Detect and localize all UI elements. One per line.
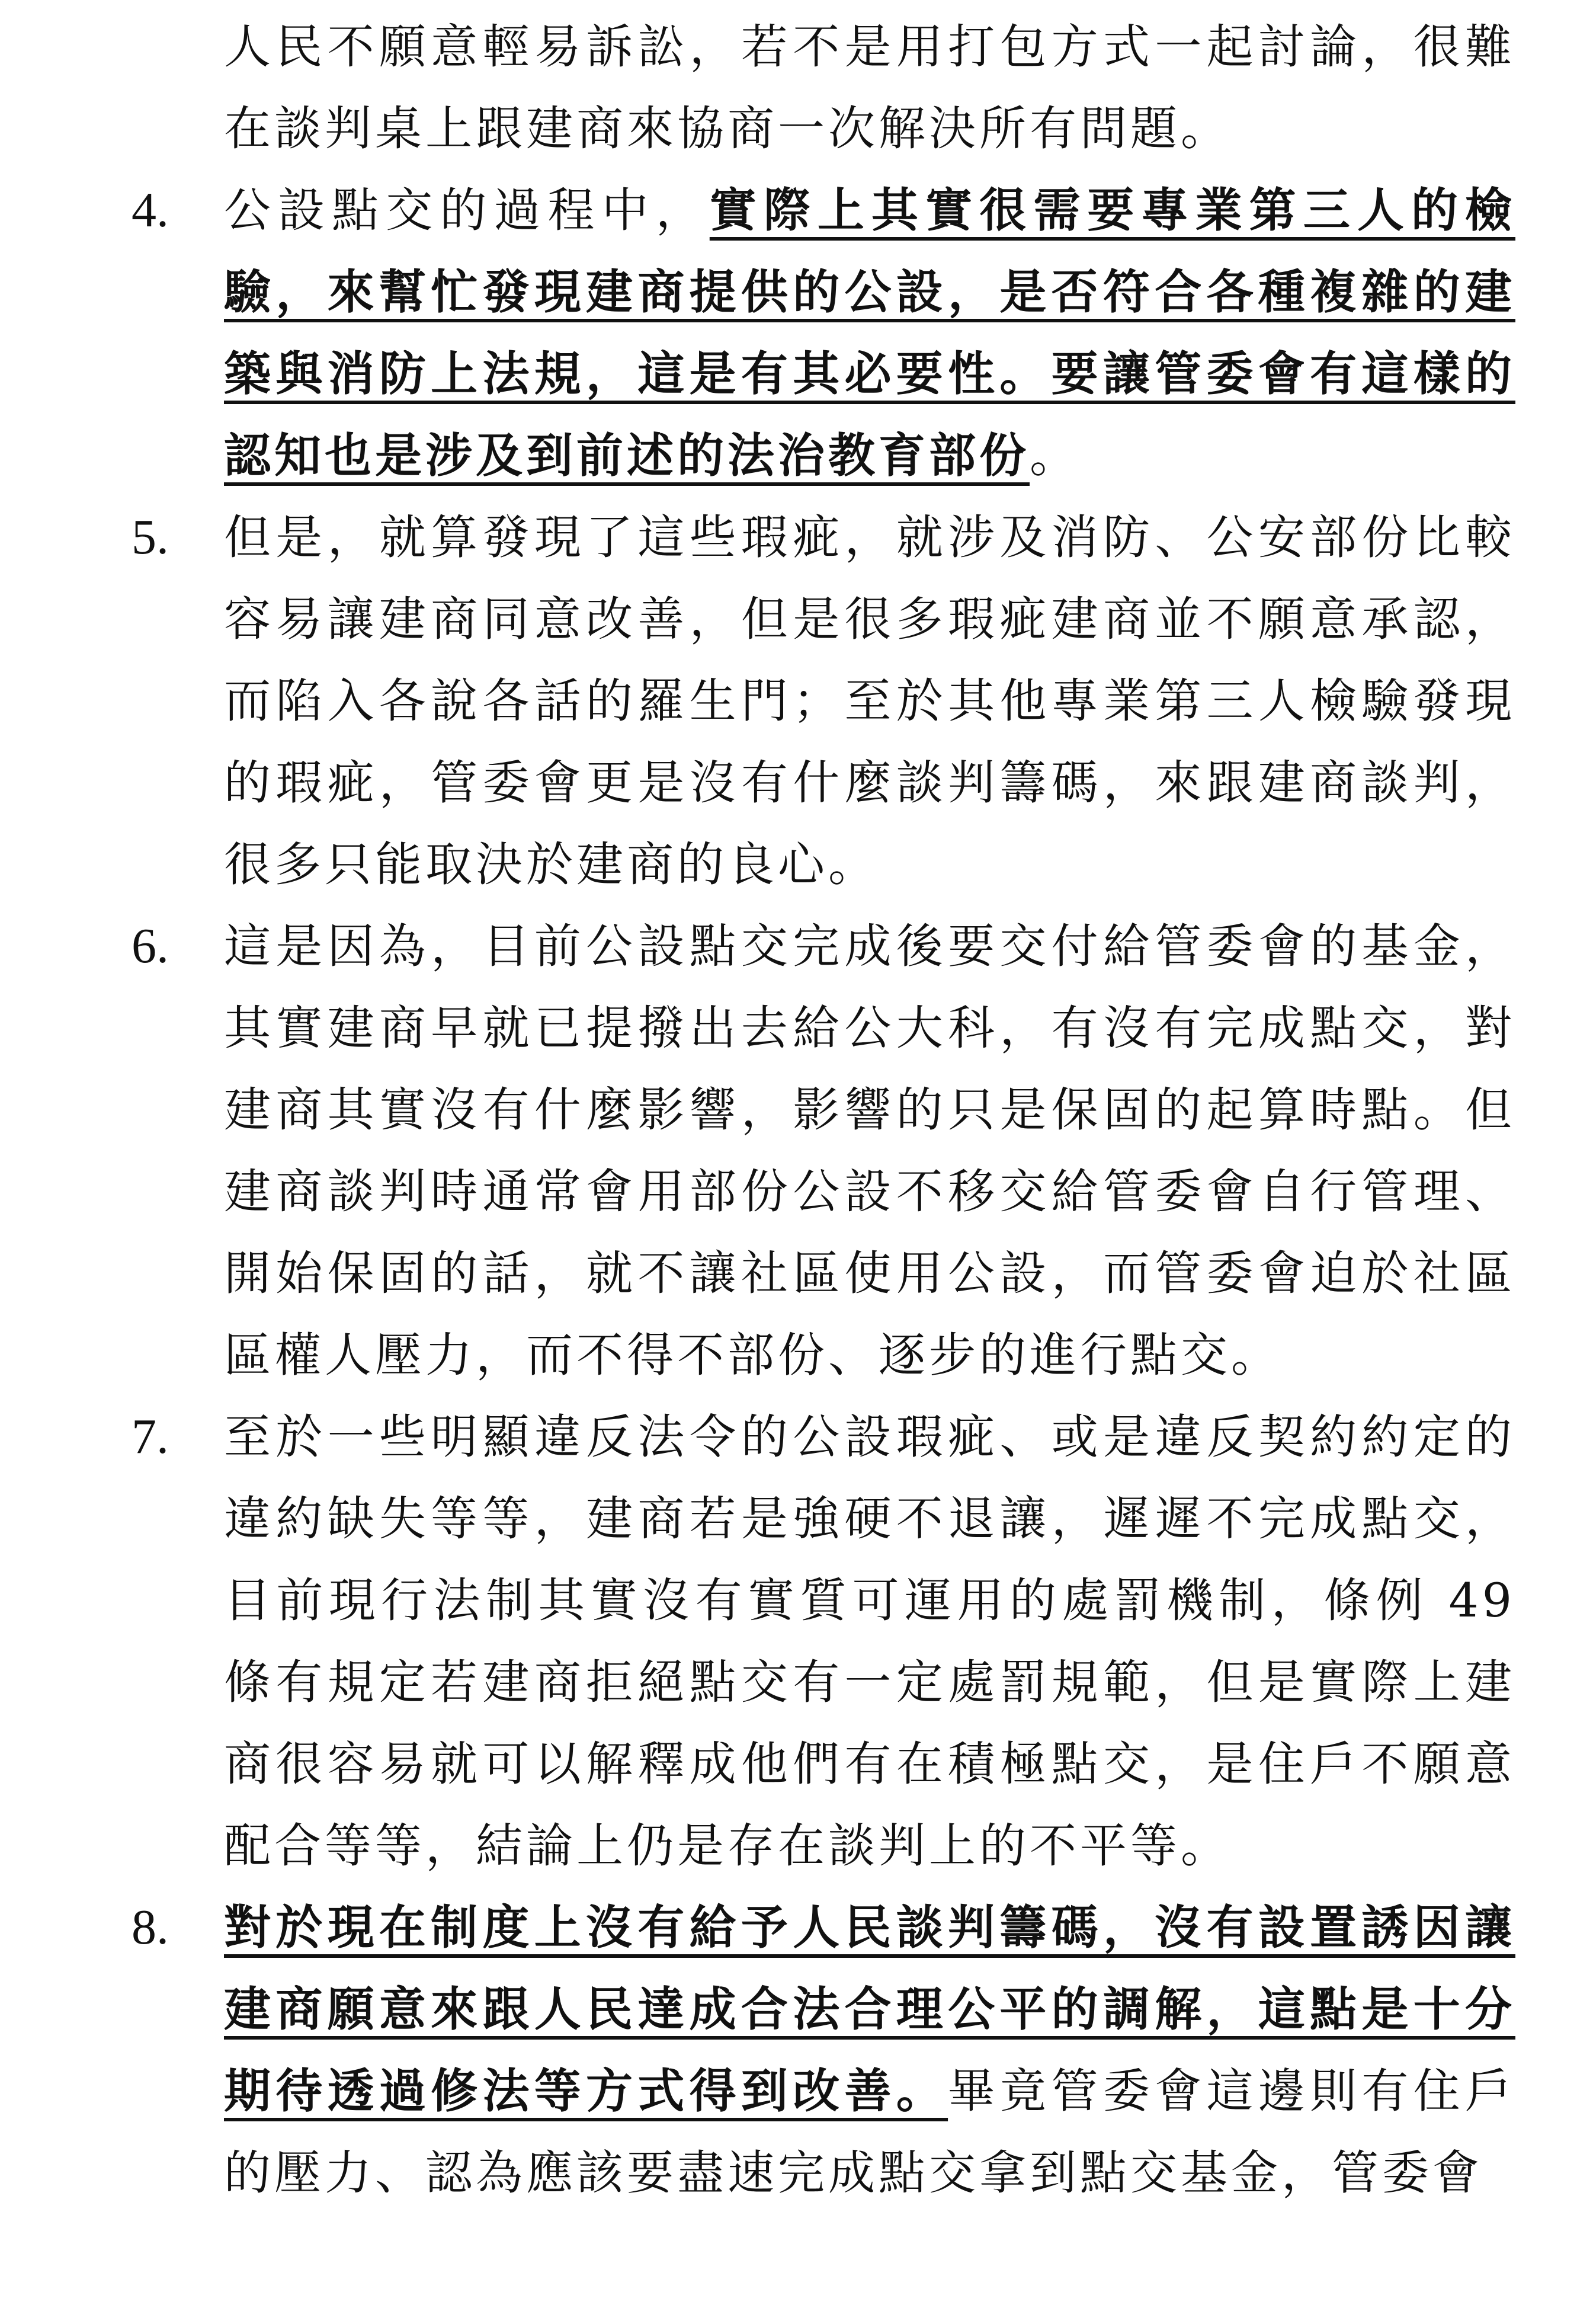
paragraph-number: 6. <box>132 918 169 974</box>
text-segment: 畢竟管委會這邊則有住戶的壓力、認為應該要盡速完成點交拿到點交基金，管委會 <box>224 2064 1516 2200</box>
paragraph-text <box>224 497 1515 905</box>
paragraph-number: 4. <box>132 183 169 238</box>
paragraph-text <box>224 905 1515 1396</box>
paragraph-number: 8. <box>132 1900 169 1955</box>
text-segment: 至於一些明顯違反法令的公設瑕疵、或是違反契約約定的違約缺失等等，建商若是強硬不退讓，遲遲不完成點交，目前現行法制其實沒有實質可運用的處罰機制，條例 49 條有規定若建商拒絕點交有一定處罰規範，但是實際上建商很容易就可以解釋成他們有在積極點交，是住戶不願意配合等等，結論上仍是存在談判上的不平等。 <box>224 1410 1515 1873</box>
paragraph-number: 7. <box>132 1409 169 1464</box>
text-segment: 。 <box>1030 428 1080 483</box>
text-segment: 但是，就算發現了這些瑕疵，就涉及消防、公安部份比較容易讓建商同意改善，但是很多瑕疵建商並不願意承認，而陷入各說各話的羅生門；至於其他專業第三人檢驗發現的瑕疵，管委會更是沒有什麼談判籌碼，來跟建商談判，很多只能取決於建商的良心。 <box>224 510 1515 892</box>
paragraph-text <box>224 6 1515 169</box>
text-segment: 人民不願意輕易訴訟，若不是用打包方式一起討論，很難在談判桌上跟建商來協商一次解決所有問題。 <box>224 20 1515 156</box>
paragraph-number: 5. <box>132 510 169 565</box>
text-segment: 公設點交的過程中， <box>224 183 710 238</box>
paragraph-text <box>224 1887 1515 2214</box>
emphasized-text: 對於現在制度上沒有給予人民談判籌碼，沒有設置誘因讓建商願意來跟人民達成合法合理公平的調解，這點是十分期待透過修法等方式得到改善。 <box>224 1900 1515 2118</box>
text-segment: 這是因為，目前公設點交完成後要交付給管委會的基金，其實建商早就已提撥出去給公大科，有沒有完成點交，對建商其實沒有什麼影響，影響的只是保固的起算時點。但建商談判時通常會用部份公設不移交給管委會自行管理、開始保固的話，就不讓社區使用公設，而管委會迫於社區區權人壓力，而不得不部份、逐步的進行點交。 <box>224 919 1515 1382</box>
emphasized-text: 實際上其實很需要專業第三人的檢驗，來幫忙發現建商提供的公設，是否符合各種複雜的建築與消防上法規，這是有其必要性。要讓管委會有這樣的認知也是涉及到前述的法治教育部份 <box>224 183 1516 483</box>
paragraph-text <box>224 1396 1515 1887</box>
paragraph-text <box>224 169 1515 497</box>
